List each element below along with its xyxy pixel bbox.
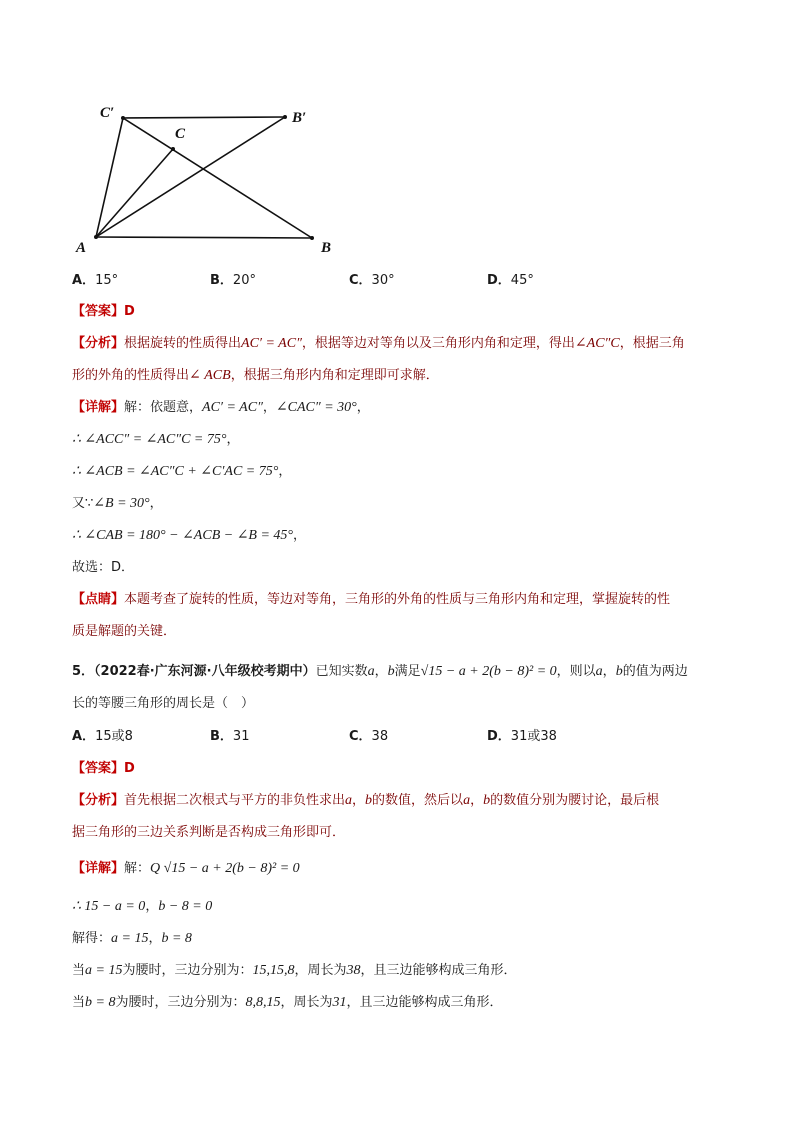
point-cprime <box>121 116 125 120</box>
label-c: C <box>175 126 186 142</box>
q5-stem-line1: 5．（2022春·广东河源·八年级校考期中）已知实数a，b满足√15 − a + 2(b − 8)² = 0，则以a，b的值为两边 <box>72 664 688 679</box>
q4-option-c: C．30° <box>349 273 395 288</box>
q5-step1: ∴ 15 − a = 0，b − 8 = 0 <box>72 899 213 914</box>
point-a <box>94 235 98 239</box>
segment-a-b <box>96 237 312 238</box>
q4-step3: 又∵∠B = 30°， <box>72 496 163 511</box>
point-bprime <box>283 115 287 119</box>
q4-analysis-line2: 形的外角的性质得出∠ ACB，根据三角形内角和定理即可求解． <box>72 368 439 383</box>
q4-answer: 【答案】D <box>72 304 135 319</box>
q5-detail-line1: 【详解】解：Q √15 − a + 2(b − 8)² = 0 <box>72 861 300 876</box>
segment-a-c <box>96 149 173 237</box>
q5-option-a: A．15或8 <box>72 729 133 744</box>
q5-stem-line2: 长的等腰三角形的周长是（ ） <box>72 696 255 711</box>
label-bprime: B′ <box>292 110 307 126</box>
q4-option-a: A．15° <box>72 273 119 288</box>
q5-step2: 解得：a = 15，b = 8 <box>72 931 192 946</box>
label-a: A <box>76 240 87 256</box>
q5-option-b: B．31 <box>210 729 250 744</box>
q5-option-c: C．38 <box>349 729 389 744</box>
q4-option-d: D．45° <box>487 273 534 288</box>
label-cprime: C′ <box>100 105 115 121</box>
q5-analysis-line2: 据三角形的三边关系判断是否构成三角形即可． <box>72 825 346 840</box>
segment-cprime-a <box>96 118 123 237</box>
q5-answer: 【答案】D <box>72 761 135 776</box>
point-c <box>171 147 175 151</box>
q4-step2: ∴ ∠ACB = ∠AC″C + ∠C′AC = 75°， <box>72 464 292 479</box>
q4-step1: ∴ ∠ACC″ = ∠AC″C = 75°， <box>72 432 240 447</box>
q4-choose: 故选：D． <box>72 560 135 575</box>
q4-detail-line1: 【详解】解：依题意，AC′ = AC″，∠CAC″ = 30°， <box>72 400 370 415</box>
segment-cprime-b <box>123 118 312 238</box>
q4-option-b: B．20° <box>210 273 256 288</box>
q4-comment-line1: 【点睛】本题考查了旋转的性质，等边对等角，三角形的外角的性质与三角形内角和定理，掌握旋转的性 <box>72 592 671 607</box>
q4-step4: ∴ ∠CAB = 180° − ∠ACB − ∠B = 45°， <box>72 528 307 543</box>
segment-a-bprime <box>96 117 285 237</box>
q5-option-d: D．31或38 <box>487 729 557 744</box>
point-b <box>310 236 314 240</box>
segment-cprime-bprime <box>123 117 285 118</box>
q4-analysis-line1: 【分析】根据旋转的性质得出AC′ = AC″，根据等边对等角以及三角形内角和定理，得出∠AC″C，根据三角 <box>72 336 685 351</box>
q5-case1: 当a = 15为腰时，三边分别为：15,15,8，周长为38，且三边能够构成三角形． <box>72 963 517 978</box>
geometry-figure <box>70 100 370 260</box>
q5-analysis-line1: 【分析】首先根据二次根式与平方的非负性求出a，b的数值，然后以a，b的数值分别为腰讨论，最后根 <box>72 793 660 808</box>
q4-comment-line2: 质是解题的关键． <box>72 624 177 639</box>
q5-case2: 当b = 8为腰时，三边分别为：8,8,15，周长为31，且三边能够构成三角形． <box>72 995 503 1010</box>
label-b: B <box>321 240 332 256</box>
